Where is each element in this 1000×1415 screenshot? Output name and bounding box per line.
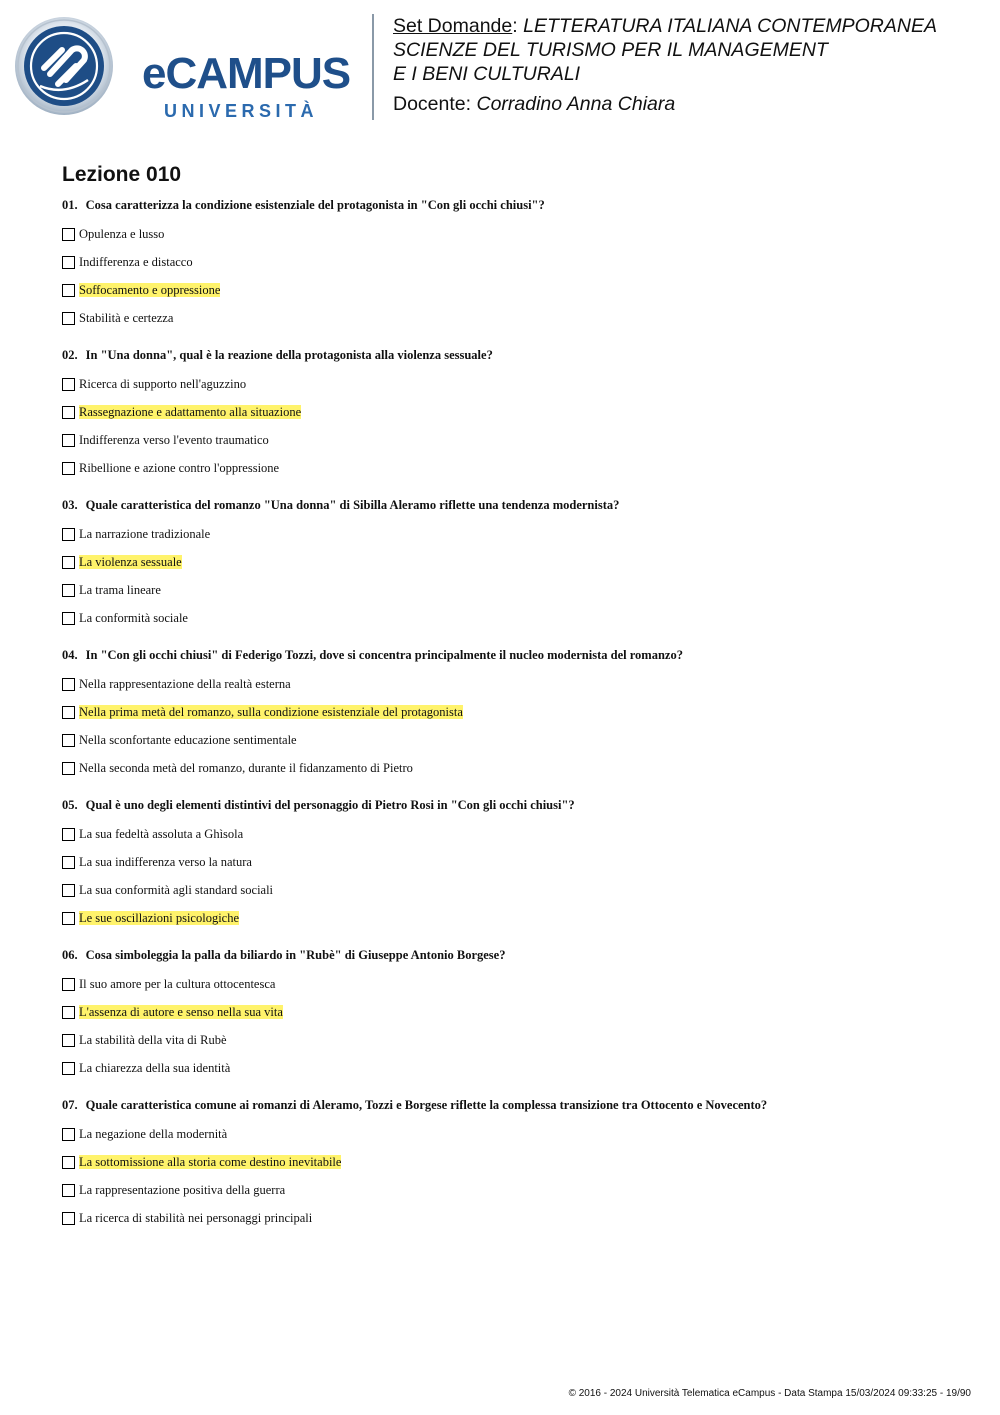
- question-text: Cosa simboleggia la palla da biliardo in "Rubè" di Giuseppe Antonio Borgese?: [85, 948, 506, 962]
- answer-label: Ricerca di supporto nell'aguzzino: [79, 377, 247, 391]
- brand-subtitle: UNIVERSITÀ: [164, 101, 319, 121]
- answer-label-correct: La violenza sessuale: [79, 555, 182, 569]
- question-text-row: [62, 497, 962, 513]
- answer-option[interactable]: [62, 1026, 962, 1054]
- answer-option[interactable]: [62, 604, 962, 632]
- answer-label: La ricerca di stabilità nei personaggi principali: [79, 1211, 313, 1225]
- question-text-row: [62, 1097, 962, 1113]
- question-text: In "Con gli occhi chiusi" di Federigo Tozzi, dove si concentra principalmente il nucleo modernista del romanzo?: [85, 648, 683, 662]
- checkbox[interactable]: [62, 462, 75, 475]
- question-number: 01.: [62, 198, 78, 212]
- answer-label: La negazione della modernità: [79, 1127, 228, 1141]
- question-item: [62, 1097, 962, 1232]
- answer-label: Nella seconda metà del romanzo, durante il fidanzamento di Pietro: [79, 761, 413, 775]
- answer-label: La trama lineare: [79, 583, 161, 597]
- question-text-row: [62, 797, 962, 813]
- ecampus-logo: [14, 14, 359, 121]
- answer-option[interactable]: [62, 576, 962, 604]
- ecampus-badge-icon: [14, 16, 114, 116]
- question-text: Quale caratteristica del romanzo "Una donna" di Sibilla Aleramo riflette una tendenza modernista?: [85, 498, 620, 512]
- answer-option[interactable]: [62, 548, 962, 576]
- checkbox[interactable]: [62, 284, 75, 297]
- answer-label: Nella sconfortante educazione sentimentale: [79, 733, 297, 747]
- lesson-title: Lezione 010: [62, 163, 182, 186]
- question-number: 02.: [62, 348, 78, 362]
- answer-label-correct: Nella prima metà del romanzo, sulla condizione esistenziale del protagonista: [79, 705, 463, 719]
- checkbox[interactable]: [62, 678, 75, 691]
- checkbox[interactable]: [62, 1128, 75, 1141]
- answer-option[interactable]: [62, 454, 962, 482]
- answer-option[interactable]: [62, 1204, 962, 1232]
- question-number: 03.: [62, 498, 78, 512]
- answer-label-correct: L'assenza di autore e senso nella sua vita: [79, 1005, 283, 1019]
- answer-label: Nella rappresentazione della realtà esterna: [79, 677, 291, 691]
- answer-label: La conformità sociale: [79, 611, 188, 625]
- question-number: 04.: [62, 648, 78, 662]
- answer-option[interactable]: [62, 820, 962, 848]
- checkbox[interactable]: [62, 1212, 75, 1225]
- question-item: [62, 347, 962, 482]
- question-text-row: [62, 647, 962, 663]
- question-text: Qual è uno degli elementi distintivi del personaggio di Pietro Rosi in "Con gli occhi chiusi"?: [85, 798, 575, 812]
- answer-label-correct: La sottomissione alla storia come destino inevitabile: [79, 1155, 342, 1169]
- question-text: Cosa caratterizza la condizione esistenziale del protagonista in "Con gli occhi chiusi"?: [85, 198, 545, 212]
- checkbox[interactable]: [62, 734, 75, 747]
- checkbox[interactable]: [62, 912, 75, 925]
- header-divider: [372, 14, 374, 120]
- checkbox[interactable]: [62, 884, 75, 897]
- answer-option[interactable]: [62, 1054, 962, 1082]
- answer-option[interactable]: [62, 248, 962, 276]
- set-separator: :: [512, 15, 518, 37]
- question-number: 06.: [62, 948, 78, 962]
- answer-option[interactable]: [62, 998, 962, 1026]
- checkbox[interactable]: [62, 528, 75, 541]
- checkbox[interactable]: [62, 228, 75, 241]
- answer-label-correct: Rassegnazione e adattamento alla situazione: [79, 405, 302, 419]
- answer-option[interactable]: [62, 698, 962, 726]
- brand-name: eCAMPUS: [142, 49, 351, 98]
- answer-label-correct: Soffocamento e oppressione: [79, 283, 221, 297]
- answer-option[interactable]: [62, 1148, 962, 1176]
- answer-option[interactable]: [62, 370, 962, 398]
- checkbox[interactable]: [62, 856, 75, 869]
- question-text-row: [62, 347, 962, 363]
- checkbox[interactable]: [62, 1034, 75, 1047]
- answer-label: La chiarezza della sua identità: [79, 1061, 231, 1075]
- checkbox[interactable]: [62, 762, 75, 775]
- answer-option[interactable]: [62, 1176, 962, 1204]
- answer-option[interactable]: [62, 970, 962, 998]
- question-text: Quale caratteristica comune ai romanzi di Aleramo, Tozzi e Borgese riflette la complessa transizione tra Ottocento e Novecento?: [85, 1098, 768, 1112]
- answer-label: La rappresentazione positiva della guerra: [79, 1183, 286, 1197]
- answer-label: Indifferenza verso l'evento traumatico: [79, 433, 269, 447]
- question-text: In "Una donna", qual è la reazione della protagonista alla violenza sessuale?: [85, 348, 493, 362]
- answer-label: Ribellione e azione contro l'oppressione: [79, 461, 280, 475]
- answer-option[interactable]: [62, 726, 962, 754]
- checkbox[interactable]: [62, 1006, 75, 1019]
- question-item: [62, 197, 962, 332]
- checkbox[interactable]: [62, 406, 75, 419]
- teacher-name: Corradino Anna Chiara: [476, 93, 676, 115]
- checkbox[interactable]: [62, 312, 75, 325]
- checkbox[interactable]: [62, 1156, 75, 1169]
- answer-option[interactable]: [62, 520, 962, 548]
- checkbox[interactable]: [62, 828, 75, 841]
- answer-label: La sua indifferenza verso la natura: [79, 855, 252, 869]
- question-text-row: [62, 947, 962, 963]
- answer-option[interactable]: [62, 876, 962, 904]
- answer-option[interactable]: [62, 1120, 962, 1148]
- question-item: [62, 647, 962, 782]
- checkbox[interactable]: [62, 978, 75, 991]
- teacher-label: Docente:: [393, 93, 472, 115]
- answer-option[interactable]: [62, 754, 962, 782]
- question-item: [62, 947, 962, 1082]
- answer-label: La stabilità della vita di Rubè: [79, 1033, 227, 1047]
- answer-option[interactable]: [62, 220, 962, 248]
- checkbox[interactable]: [62, 556, 75, 569]
- checkbox[interactable]: [62, 1062, 75, 1075]
- answer-label: La sua fedeltà assoluta a Ghìsola: [79, 827, 244, 841]
- answer-label: Stabilità e certezza: [79, 311, 174, 325]
- course-subtitle-2: E I BENI CULTURALI: [393, 63, 581, 85]
- checkbox[interactable]: [62, 256, 75, 269]
- checkbox[interactable]: [62, 434, 75, 447]
- checkbox[interactable]: [62, 1184, 75, 1197]
- answer-label: La narrazione tradizionale: [79, 527, 211, 541]
- answer-option[interactable]: [62, 398, 962, 426]
- answer-label: Il suo amore per la cultura ottocentesca: [79, 977, 276, 991]
- checkbox[interactable]: [62, 612, 75, 625]
- footer-copyright: © 2016 - 2024 Università Telematica eCampus - Data Stampa 15/03/2024 09:33:25 - 19/90: [568, 1388, 971, 1399]
- question-number: 07.: [62, 1098, 78, 1112]
- course-subtitle-1: SCIENZE DEL TURISMO PER IL MANAGEMENT: [393, 39, 828, 61]
- answer-option[interactable]: [62, 304, 962, 332]
- answer-option[interactable]: [62, 904, 962, 932]
- question-item: [62, 797, 962, 932]
- course-title: LETTERATURA ITALIANA CONTEMPORANEA: [523, 15, 937, 37]
- answer-option[interactable]: [62, 276, 962, 304]
- checkbox[interactable]: [62, 378, 75, 391]
- set-label: Set Domande: [393, 15, 513, 37]
- header-info: [393, 14, 937, 116]
- answer-label: Opulenza e lusso: [79, 227, 165, 241]
- checkbox[interactable]: [62, 706, 75, 719]
- question-item: [62, 497, 962, 632]
- question-number: 05.: [62, 798, 78, 812]
- answer-option[interactable]: [62, 426, 962, 454]
- question-text-row: [62, 197, 962, 213]
- answer-label: Indifferenza e distacco: [79, 255, 193, 269]
- answer-option[interactable]: [62, 848, 962, 876]
- answer-label-correct: Le sue oscillazioni psicologiche: [79, 911, 240, 925]
- question-list: [62, 197, 962, 1247]
- checkbox[interactable]: [62, 584, 75, 597]
- answer-option[interactable]: [62, 670, 962, 698]
- answer-label: La sua conformità agli standard sociali: [79, 883, 274, 897]
